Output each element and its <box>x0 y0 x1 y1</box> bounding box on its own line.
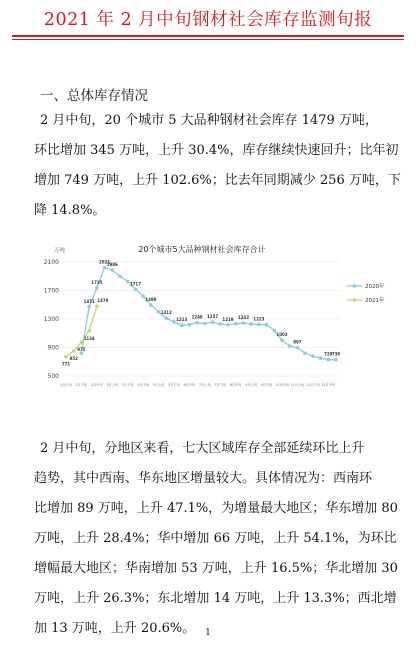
page-number: 1 <box>205 628 211 638</box>
paragraph-line: 降 14.8%。 <box>34 203 106 218</box>
data-point <box>296 346 300 350</box>
data-point <box>149 303 153 307</box>
x-tick-label: 3月下旬 <box>121 383 134 387</box>
x-tick-label: 5月上旬 <box>152 383 165 387</box>
paragraph-line: 万吨，上升 28.4%；华中增加 66 万吨，上升 54.1%，为环比 <box>34 531 397 546</box>
x-tick-label: 11月下旬 <box>306 383 320 387</box>
data-point <box>180 323 184 327</box>
x-tick-label: 9月下旬 <box>260 383 273 387</box>
x-tick-label: 12月中旬 <box>321 383 336 387</box>
x-tick-label: 6月中旬 <box>183 383 196 387</box>
data-point <box>95 286 99 290</box>
data-point <box>288 344 292 348</box>
x-tick-label: 2月中旬 <box>91 383 103 387</box>
data-point <box>203 322 207 326</box>
data-label: 852 <box>69 355 78 361</box>
data-point <box>303 351 307 355</box>
data-label: 1003 <box>276 332 288 338</box>
paragraph-total-inventory <box>34 106 401 226</box>
data-point <box>249 322 253 326</box>
data-point <box>134 287 138 291</box>
data-point <box>118 274 122 278</box>
data-label: 1219 <box>222 316 234 322</box>
data-point <box>87 305 91 309</box>
x-tick-label: 1月上旬 <box>60 383 72 387</box>
data-label: 897 <box>293 339 302 345</box>
y-axis-unit: 万吨 <box>54 248 66 254</box>
x-tick-label: 8月中旬 <box>229 383 242 387</box>
data-point <box>211 320 215 324</box>
data-point <box>257 323 261 327</box>
data-label: 2021 <box>99 259 111 265</box>
x-tick-label: 11月上旬 <box>290 383 305 387</box>
y-tick-label: 1300 <box>43 316 59 323</box>
data-point <box>334 358 338 362</box>
data-label: 1257 <box>207 314 219 320</box>
data-label: 771 <box>61 361 71 367</box>
paragraph-line: 比增加 89 万吨，上升 47.1%，为增量最大地区；华东增加 80 <box>34 501 398 516</box>
data-label: 1471 <box>83 298 95 304</box>
data-point <box>218 322 222 326</box>
y-tick-label: 1700 <box>43 287 59 295</box>
data-label: 1717 <box>129 281 141 287</box>
x-tick-label: 1月下旬 <box>75 383 88 387</box>
data-point <box>234 322 238 326</box>
data-point <box>64 355 68 359</box>
paragraph-line: 2 月中旬，20 个城市 5 大品种钢材社会库存 1479 万吨， <box>40 113 378 128</box>
data-label: 1223 <box>253 316 265 322</box>
data-point <box>164 316 168 320</box>
legend-marker <box>353 284 357 288</box>
title-rule-thin <box>12 39 404 40</box>
y-tick-label: 2100 <box>43 259 59 266</box>
data-point <box>80 340 84 344</box>
legend-label: 2020年 <box>365 284 385 290</box>
x-tick-label: 7月上旬 <box>199 383 211 387</box>
paragraph-line: 加 13 万吨，上升 20.6%。 <box>34 621 196 636</box>
section-heading: 一、总体库存情况 <box>40 88 148 104</box>
data-label: 1243 <box>237 315 249 321</box>
data-point <box>242 321 246 325</box>
paragraph-regional-inventory <box>34 434 398 644</box>
data-point <box>87 329 91 333</box>
data-point <box>72 349 76 353</box>
title-rule-thick <box>12 35 404 37</box>
data-label: 1134 <box>83 335 95 341</box>
x-tick-label: 4月中旬 <box>137 383 149 387</box>
data-point <box>95 304 99 308</box>
data-label: 1312 <box>160 310 172 316</box>
y-tick-label: 900 <box>47 344 59 352</box>
data-point <box>326 358 330 362</box>
legend-label: 2021年 <box>365 298 385 304</box>
y-tick-label: 500 <box>47 373 59 380</box>
data-label: 729 <box>324 351 333 357</box>
data-point <box>319 356 323 360</box>
data-point <box>110 268 114 272</box>
data-label: 730 <box>331 351 341 357</box>
paragraph-line: 环比增加 345 万吨，上升 30.4%，库存继续快速回升；比年初 <box>34 143 399 158</box>
data-point <box>226 323 230 327</box>
x-tick-label: 5月下旬 <box>168 383 180 387</box>
data-point <box>188 323 192 327</box>
data-label: 1479 <box>97 298 109 304</box>
inventory-line-chart <box>40 240 386 406</box>
data-point <box>265 323 269 327</box>
x-tick-label: 10月中旬 <box>275 383 289 387</box>
x-tick-label: 3月上旬 <box>106 383 119 387</box>
data-label: 1213 <box>176 317 188 323</box>
data-point <box>195 321 199 325</box>
data-label: 1986 <box>106 262 118 268</box>
data-label: 1735 <box>91 280 103 286</box>
paragraph-line: 万吨，上升 26.3%；东北增加 14 万吨，上升 13.3%；西北增 <box>34 591 397 606</box>
x-tick-label: 9月上旬 <box>245 383 257 387</box>
data-label: 1498 <box>145 296 157 302</box>
paragraph-line: 增加 749 万吨，上升 102.6%；比去年同期减少 256 万吨，下 <box>34 173 401 188</box>
data-point <box>280 338 284 342</box>
data-point <box>311 354 315 358</box>
report-title: 2021 年 2 月中旬钢材社会库存监测旬报 <box>43 10 373 30</box>
paragraph-line: 增幅最大地区；华南增加 53 万吨，上升 16.5%；华北增加 30 <box>34 561 398 576</box>
chart-title: 20个城市5大品种钢材社会库存合计 <box>138 245 266 254</box>
paragraph-line: 趋势，其中西南、华东地区增量较大。具体情况为：西南环 <box>34 471 373 486</box>
legend-marker <box>353 298 357 302</box>
data-label: 975 <box>77 347 86 353</box>
data-label: 1248 <box>191 314 203 320</box>
x-tick-label: 7月下旬 <box>214 383 227 387</box>
paragraph-line: 2 月中旬，分地区来看，七大区域库存全部延续环比上升 <box>40 441 365 456</box>
